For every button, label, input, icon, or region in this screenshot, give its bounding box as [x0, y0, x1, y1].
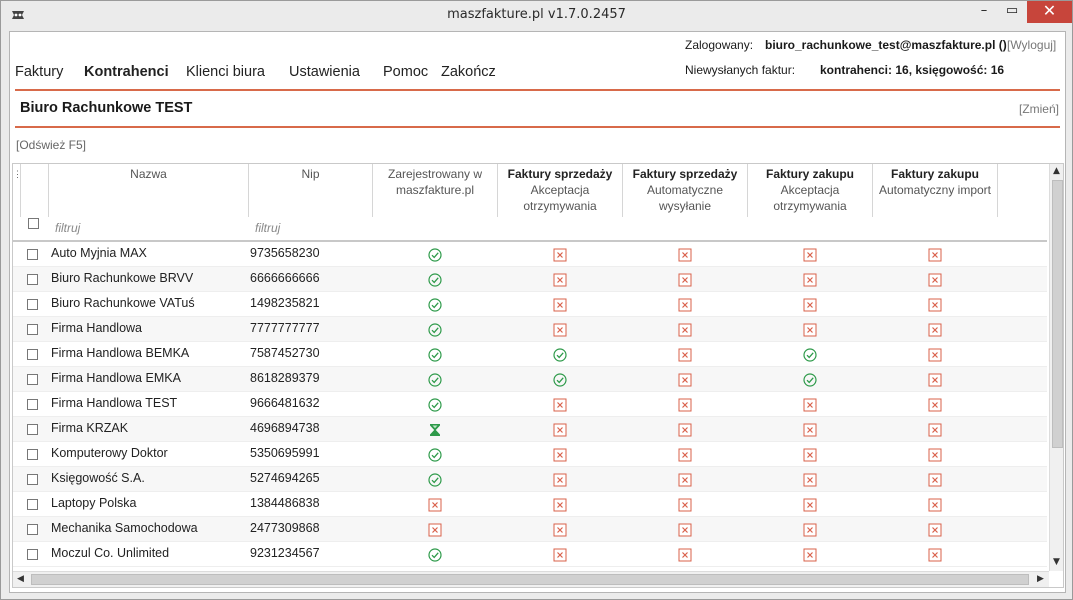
cross-box-icon[interactable]: [928, 547, 942, 561]
scroll-up-icon[interactable]: ▲: [1053, 166, 1060, 176]
change-company-link[interactable]: [Zmień]: [1018, 102, 1059, 116]
login-user: biuro_rachunkowe_test@maszfakture.pl (): [765, 38, 1007, 52]
cross-box-icon: [428, 522, 442, 536]
contractor-nip: 1498235821: [250, 296, 320, 310]
cross-box-icon[interactable]: [928, 422, 942, 436]
cross-box-icon[interactable]: [553, 447, 567, 461]
main-panel: [9, 31, 1066, 593]
check-circle-icon: [428, 547, 442, 561]
contractor-nip: 4696894738: [250, 421, 320, 435]
contractor-name: Firma Handlowa EMKA: [51, 371, 181, 385]
column-header-name[interactable]: Nazwa: [49, 164, 249, 217]
cross-box-icon[interactable]: [803, 472, 817, 486]
contractor-nip: 5350695991: [250, 446, 320, 460]
contractor-name: Biuro Rachunkowe BRVV: [51, 271, 194, 285]
cross-box-icon[interactable]: [553, 397, 567, 411]
table-row[interactable]: [13, 467, 1047, 492]
check-circle-icon: [428, 472, 442, 486]
contractor-name: Moczul Co. Unlimited: [51, 546, 170, 560]
contractor-name: Laptopy Polska: [51, 496, 137, 510]
table-row[interactable]: [13, 542, 1047, 567]
row-checkbox[interactable]: [27, 549, 38, 560]
cross-box-icon[interactable]: [678, 372, 692, 386]
contractor-name: Auto Myjnia MAX: [51, 246, 147, 260]
cross-box-icon[interactable]: [553, 247, 567, 261]
cross-box-icon[interactable]: [928, 297, 942, 311]
check-circle-icon: [428, 372, 442, 386]
table-row[interactable]: [13, 517, 1047, 542]
check-circle-icon: [428, 247, 442, 261]
contractors-table: [12, 163, 1064, 588]
logout-link[interactable]: [Wyloguj]: [1007, 38, 1057, 52]
scroll-down-icon[interactable]: ▼: [1053, 557, 1060, 567]
cross-box-icon[interactable]: [928, 247, 942, 261]
table-row[interactable]: [13, 442, 1047, 467]
refresh-link[interactable]: [Odśwież F5]: [16, 138, 87, 152]
check-circle-icon: [428, 347, 442, 361]
row-checkbox[interactable]: [27, 374, 38, 385]
cross-box-icon[interactable]: [678, 547, 692, 561]
contractor-name: Biuro Rachunkowe VATuś: [51, 296, 195, 310]
menu-faktury[interactable]: Faktury: [15, 64, 64, 80]
row-checkbox[interactable]: [27, 474, 38, 485]
filter-nip-input[interactable]: filtruj: [255, 221, 281, 235]
vertical-scrollbar[interactable]: [1049, 164, 1064, 571]
row-checkbox[interactable]: [27, 299, 38, 310]
contractor-nip: 9666481632: [250, 396, 320, 410]
scroll-right-icon[interactable]: ▶: [1037, 574, 1044, 584]
table-row[interactable]: [13, 242, 1047, 267]
menu-klienci-biura[interactable]: Klienci biura: [186, 64, 265, 80]
cross-box-icon[interactable]: [678, 397, 692, 411]
cross-box-icon[interactable]: [928, 322, 942, 336]
table-header: [13, 164, 1047, 242]
table-row[interactable]: [13, 492, 1047, 517]
cross-box-icon[interactable]: [553, 422, 567, 436]
cross-box-icon[interactable]: [678, 522, 692, 536]
table-row[interactable]: [13, 342, 1047, 367]
cross-box-icon[interactable]: [678, 472, 692, 486]
table-row[interactable]: [13, 267, 1047, 292]
row-selector-header: ⋮: [13, 164, 21, 217]
column-header-nip[interactable]: Nip: [249, 164, 373, 217]
check-circle-icon: [428, 397, 442, 411]
close-button[interactable]: ✕: [1027, 1, 1072, 23]
check-circle-icon: [428, 447, 442, 461]
menu-ustawienia[interactable]: Ustawienia: [289, 64, 360, 80]
cross-box-icon[interactable]: [928, 397, 942, 411]
column-header-registered[interactable]: Zarejestrowany w maszfakture.pl: [373, 164, 498, 217]
login-label: Zalogowany:: [685, 38, 754, 52]
check-circle-icon[interactable]: [553, 372, 567, 386]
column-header-sales-auto[interactable]: Faktury sprzedaży Automatyczne wysyłanie: [623, 164, 748, 217]
row-checkbox[interactable]: [27, 349, 38, 360]
cross-box-icon[interactable]: [803, 522, 817, 536]
contractor-name: Firma KRZAK: [51, 421, 129, 435]
table-row[interactable]: [13, 392, 1047, 417]
contractor-nip: 9231234567: [250, 546, 320, 560]
contractor-nip: 9735658230: [250, 246, 320, 260]
cross-box-icon: [428, 497, 442, 511]
cross-box-icon[interactable]: [803, 447, 817, 461]
cross-box-icon[interactable]: [553, 522, 567, 536]
table-row[interactable]: [13, 417, 1047, 442]
cross-box-icon[interactable]: [553, 272, 567, 286]
cross-box-icon[interactable]: [928, 347, 942, 361]
contractor-name: Firma Handlowa: [51, 321, 143, 335]
cross-box-icon[interactable]: [803, 422, 817, 436]
contractor-nip: 8618289379: [250, 371, 320, 385]
contractor-nip: 7587452730: [250, 346, 320, 360]
column-header-purchase-auto[interactable]: Faktury zakupu Automatyczny import: [873, 164, 998, 217]
check-circle-icon[interactable]: [803, 372, 817, 386]
unsent-value: kontrahenci: 16, księgowość: 16: [820, 63, 1005, 77]
cross-box-icon[interactable]: [553, 472, 567, 486]
vertical-scroll-thumb[interactable]: [1052, 180, 1063, 448]
contractor-nip: 6666666666: [250, 271, 320, 285]
cross-box-icon[interactable]: [553, 322, 567, 336]
contractor-nip: 2477309868: [250, 521, 320, 535]
check-circle-icon: [428, 297, 442, 311]
row-checkbox[interactable]: [27, 249, 38, 260]
cross-box-icon[interactable]: [803, 272, 817, 286]
table-row[interactable]: [13, 367, 1047, 392]
row-checkbox[interactable]: [27, 274, 38, 285]
title-bar: [1, 1, 1072, 31]
checkbox-column-header: [21, 164, 49, 217]
horizontal-scroll-thumb[interactable]: [31, 574, 1029, 585]
contractor-name: Mechanika Samochodowa: [51, 521, 198, 535]
cross-box-icon[interactable]: [803, 497, 817, 511]
cross-box-icon[interactable]: [803, 247, 817, 261]
row-checkbox[interactable]: [27, 449, 38, 460]
cross-box-icon[interactable]: [553, 497, 567, 511]
hourglass-icon: [428, 422, 442, 436]
contractor-name: Księgowość S.A.: [51, 471, 145, 485]
row-checkbox[interactable]: [27, 524, 38, 535]
cross-box-icon[interactable]: [553, 547, 567, 561]
row-checkbox[interactable]: [27, 424, 38, 435]
check-circle-icon[interactable]: [803, 347, 817, 361]
cross-box-icon[interactable]: [678, 447, 692, 461]
row-checkbox[interactable]: [27, 324, 38, 335]
cross-box-icon[interactable]: [928, 472, 942, 486]
cross-box-icon[interactable]: [803, 322, 817, 336]
menu-kontrahenci[interactable]: Kontrahenci: [84, 64, 169, 80]
cross-box-icon[interactable]: [678, 247, 692, 261]
cross-box-icon[interactable]: [928, 372, 942, 386]
cross-box-icon[interactable]: [928, 272, 942, 286]
cross-box-icon[interactable]: [803, 547, 817, 561]
contractor-nip: 5274694265: [250, 471, 320, 485]
company-name: Biuro Rachunkowe TEST: [20, 100, 193, 116]
maximize-button[interactable]: ▭: [1005, 3, 1019, 18]
check-circle-icon: [428, 272, 442, 286]
contractor-name: Komputerowy Doktor: [51, 446, 168, 460]
contractor-nip: 7777777777: [250, 321, 320, 335]
cross-box-icon[interactable]: [553, 297, 567, 311]
filter-name-input[interactable]: filtruj: [55, 221, 81, 235]
cross-box-icon[interactable]: [928, 522, 942, 536]
table-row[interactable]: [13, 292, 1047, 317]
horizontal-scrollbar[interactable]: [13, 571, 1049, 587]
row-checkbox[interactable]: [27, 399, 38, 410]
unsent-label: Niewysłanych faktur:: [685, 63, 796, 77]
contractor-nip: 1384486838: [250, 496, 320, 510]
cross-box-icon[interactable]: [678, 347, 692, 361]
menu-pomoc[interactable]: Pomoc: [383, 64, 429, 80]
cross-box-icon[interactable]: [928, 447, 942, 461]
cross-box-icon[interactable]: [678, 422, 692, 436]
row-checkbox[interactable]: [27, 499, 38, 510]
check-circle-icon[interactable]: [553, 347, 567, 361]
cross-box-icon[interactable]: [803, 297, 817, 311]
contractor-name: Firma Handlowa TEST: [51, 396, 178, 410]
column-header-purchase-accept[interactable]: Faktury zakupu Akceptacja otrzymywania: [748, 164, 873, 217]
company-divider: [15, 126, 1060, 128]
column-header-sales-accept[interactable]: Faktury sprzedaży Akceptacja otrzymywania: [498, 164, 623, 217]
contractor-name: Firma Handlowa BEMKA: [51, 346, 190, 360]
cross-box-icon[interactable]: [678, 272, 692, 286]
cross-box-icon[interactable]: [928, 497, 942, 511]
cross-box-icon[interactable]: [678, 297, 692, 311]
window-title: maszfakture.pl v1.7.0.2457: [447, 7, 626, 22]
cross-box-icon[interactable]: [678, 322, 692, 336]
menu-zakoncz[interactable]: Zakończ: [441, 64, 496, 80]
cross-box-icon[interactable]: [678, 497, 692, 511]
check-circle-icon: [428, 322, 442, 336]
select-all-checkbox[interactable]: [28, 218, 39, 229]
cross-box-icon[interactable]: [803, 397, 817, 411]
scroll-left-icon[interactable]: ◀: [17, 574, 24, 584]
minimize-button[interactable]: –: [980, 3, 988, 18]
header-divider: [15, 89, 1060, 91]
table-row[interactable]: [13, 317, 1047, 342]
